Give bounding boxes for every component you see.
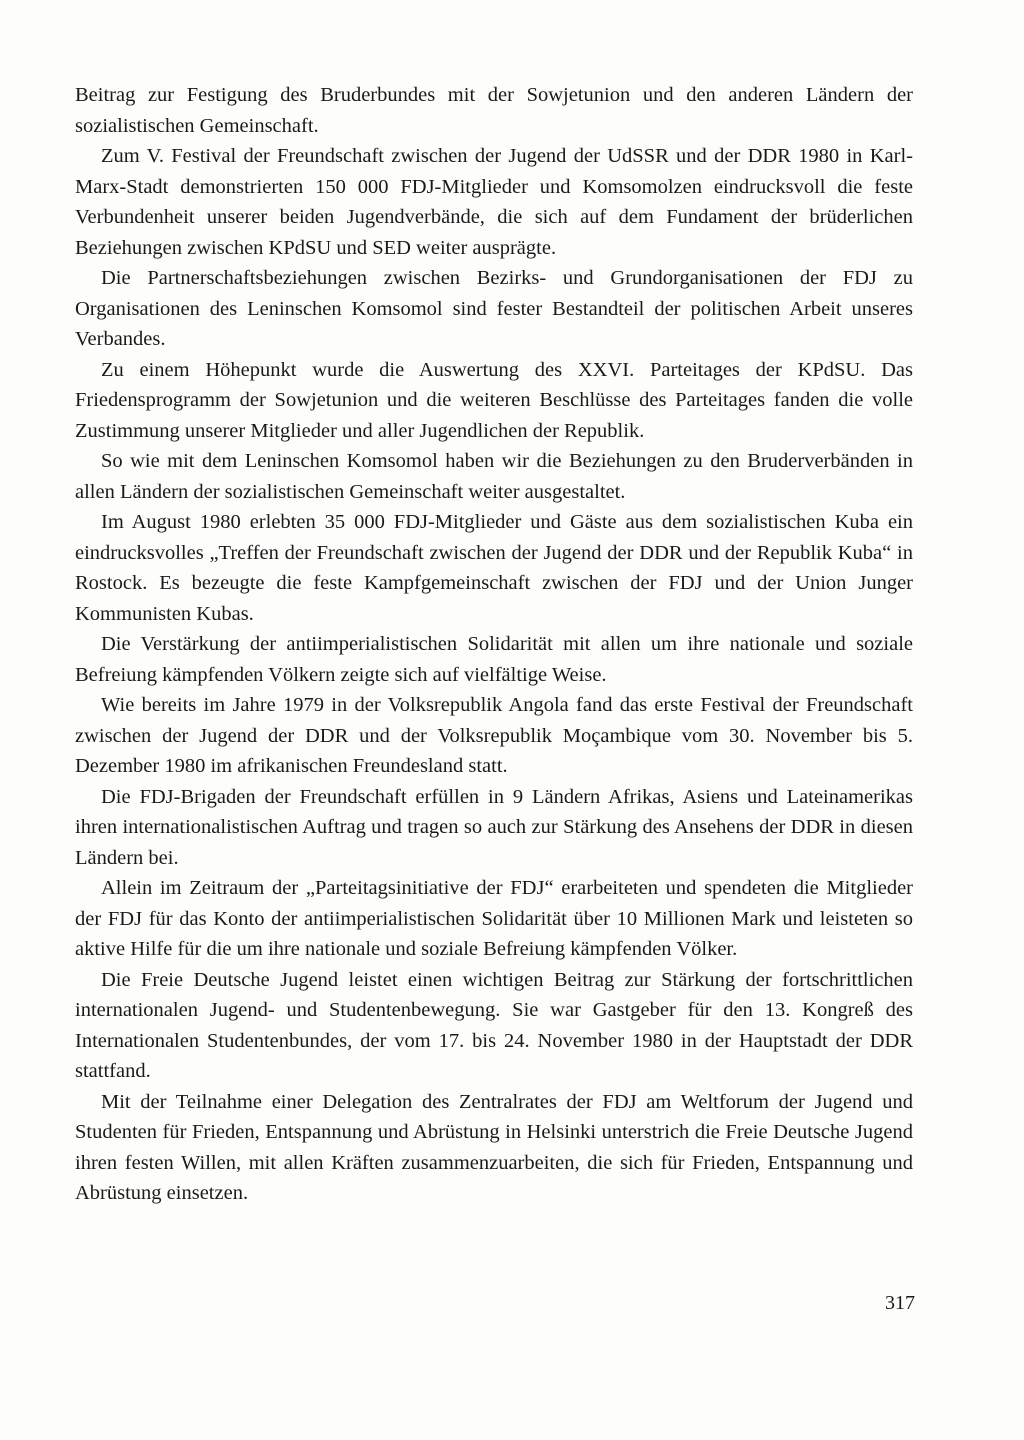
paragraph-parteitag-kpdsu: Zu einem Höhepunkt wurde die Auswertung des XXVI. Parteitages der KPdSU. Das Friedensprogramm der Sowjetunion und die weiteren Beschlüsse des Parteitages fanden die volle Zustimmung unserer Mitglieder und aller Jugendlichen der Republik. — [75, 358, 913, 442]
paragraph-bruderverbaende: So wie mit dem Leninschen Komsomol haben wir die Beziehungen zu den Bruderverbänden in allen Ländern der sozialistischen Gemeinschaft weiter ausgestaltet. — [75, 450, 913, 503]
paragraph-brigaden: Die FDJ-Brigaden der Freundschaft erfüllen in 9 Ländern Afrikas, Asiens und Lateinamerikas ihren internationalistischen Auftrag und tragen so auch zur Stärkung des Ansehens der DDR in diesen Ländern bei. — [75, 785, 913, 869]
page-number: 317 — [885, 1292, 915, 1314]
paragraph-solidaritaet: Die Verstärkung der antiimperialistischen Solidarität mit allen um ihre nationale und soziale Befreiung kämpfenden Völkern zeigte sich auf vielfältige Weise. — [75, 633, 913, 686]
paragraph-spenden: Allein im Zeitraum der „Parteitagsinitiative der FDJ“ erarbeiteten und spendeten die Mitglieder der FDJ für das Konto der antiimperialistischen Solidarität über 10 Millionen Mark und leisteten so aktive Hilfe für die um ihre nationale und soziale Befreiung kämpfenden Völker. — [75, 877, 913, 960]
paragraph-festival-mocambique: Wie bereits im Jahre 1979 in der Volksrepublik Angola fand das erste Festival der Freundschaft zwischen der Jugend der DDR und der Volksrepublik Moçambique vom 30. November bis 5. Dezember 1980 im afrikanischen Freundesland statt. — [75, 694, 913, 777]
paragraph-festival-udssr: Zum V. Festival der Freundschaft zwischen der Jugend der UdSSR und der DDR 1980 in Karl-Marx-Stadt demonstrierten 150 000 FDJ-Mitglieder und Komsomolzen eindrucksvoll die feste Verbundenheit unserer beiden Jugendverbände, die sich auf dem Fundament der brüderlichen Beziehungen zwischen KPdSU und SED weiter ausprägte. — [75, 145, 913, 259]
paragraph-treffen-kuba: Im August 1980 erlebten 35 000 FDJ-Mitglieder und Gäste aus dem sozialistischen Kuba ein eindrucksvolles „Treffen der Freundschaft zwischen der Jugend der DDR und der Republik Kuba“ in Rostock. Es bezeugte die feste Kampfgemeinschaft zwischen der FDJ und der Union Junger Kommunisten Kubas. — [75, 511, 913, 625]
paragraph-studentenbund: Die Freie Deutsche Jugend leistet einen wichtigen Beitrag zur Stärkung der fortschrittlichen internationalen Jugend- und Studentenbewegung. Sie war Gastgeber für den 13. Kongreß des Internationalen Studentenbundes, der vom 17. bis 24. November 1980 in der Hauptstadt der DDR stattfand. — [75, 968, 913, 1082]
paragraph-partnerschaften: Die Partnerschaftsbeziehungen zwischen Bezirks- und Grundorganisationen der FDJ zu Organisationen des Leninschen Komsomol sind fester Bestandteil der politischen Arbeit unseres Verbandes. — [75, 267, 913, 350]
paragraph-continuation: Beitrag zur Festigung des Bruderbundes mit der Sowjetunion und den anderen Ländern der sozialistischen Gemeinschaft. — [75, 84, 913, 137]
body-text — [75, 80, 913, 1209]
paragraph-weltforum: Mit der Teilnahme einer Delegation des Zentralrates der FDJ am Weltforum der Jugend und Studenten für Frieden, Entspannung und Abrüstung in Helsinki unterstrich die Freie Deutsche Jugend ihren festen Willen, mit allen Kräften zusammenzuarbeiten, die sich für Frieden, Entspannung und Abrüstung einsetzen. — [75, 1090, 913, 1204]
